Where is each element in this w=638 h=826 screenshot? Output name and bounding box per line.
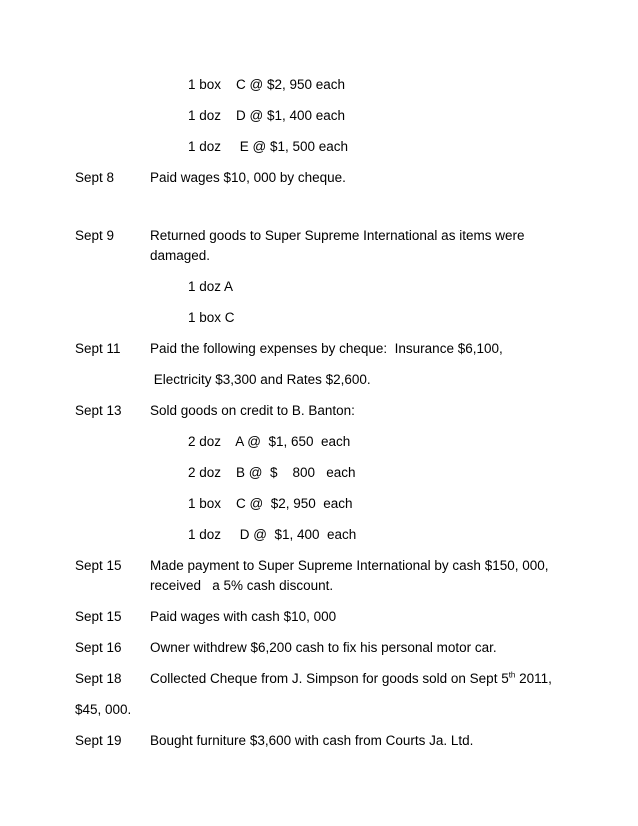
item-line: 2 doz B @ $ 800 each (188, 465, 356, 480)
item-line: 1 doz D @ $1, 400 each (188, 527, 357, 542)
entry-text: Paid wages $10, 000 by cheque. (150, 170, 346, 185)
entry-text-main: Collected Cheque from J. Simpson for goods sold on Sept 5 (150, 671, 509, 686)
item-line: 1 box C @ $2, 950 each (188, 496, 353, 511)
item-line: 1 box C @ $2, 950 each (188, 77, 346, 92)
entry-date: Sept 15 (75, 609, 122, 624)
entry-text-continued: $45, 000. (75, 702, 132, 717)
entry-date: Sept 13 (75, 403, 122, 418)
entry-text (150, 670, 552, 688)
entry-text-year: 2011, (515, 671, 552, 686)
entry-text: Returned goods to Super Supreme International as items were (150, 228, 525, 243)
entry-text: Owner withdrew $6,200 cash to fix his personal motor car. (150, 640, 497, 655)
entry-text-continued: Electricity $3,300 and Rates $2,600. (150, 372, 371, 387)
entry-text-continued: received a 5% cash discount. (150, 578, 334, 593)
entry-date: Sept 15 (75, 558, 122, 573)
entry-date: Sept 9 (75, 228, 115, 243)
entry-date: Sept 19 (75, 733, 122, 748)
ordinal-suffix: th (508, 670, 516, 680)
item-line: 1 doz A (188, 279, 234, 294)
item-line: 1 doz D @ $1, 400 each (188, 108, 346, 123)
item-line: 1 doz E @ $1, 500 each (188, 139, 349, 154)
entry-text: Bought furniture $3,600 with cash from Courts Ja. Ltd. (150, 733, 474, 748)
entry-date: Sept 8 (75, 170, 115, 185)
entry-text-continued: damaged. (150, 248, 211, 263)
entry-text: Paid wages with cash $10, 000 (150, 609, 337, 624)
entry-date: Sept 11 (75, 341, 121, 356)
item-line: 1 box C (188, 310, 235, 325)
entry-text: Made payment to Super Supreme International by cash $150, 000, (150, 558, 549, 573)
item-line: 2 doz A @ $1, 650 each (188, 434, 351, 449)
entry-text: Paid the following expenses by cheque: Insurance $6,100, (150, 341, 503, 356)
entry-text: Sold goods on credit to B. Banton: (150, 403, 355, 418)
entry-date: Sept 16 (75, 640, 122, 655)
entry-date: Sept 18 (75, 671, 122, 686)
